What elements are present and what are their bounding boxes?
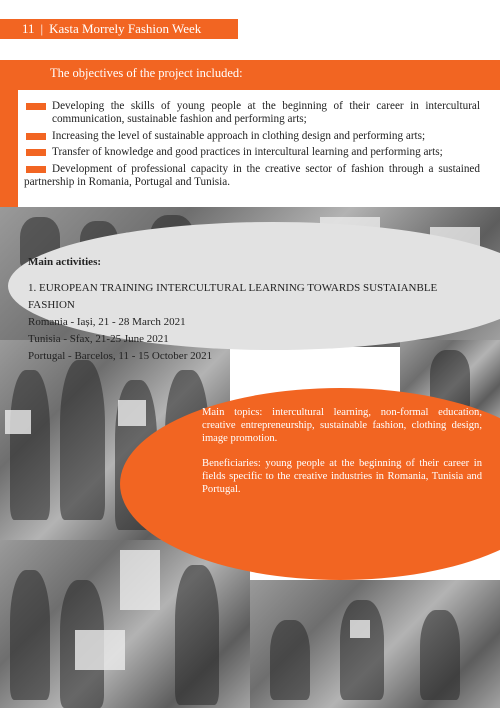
- event-photo-bottom-left: [0, 540, 250, 708]
- bullet-bar: [26, 133, 46, 140]
- bullet-bar: [26, 166, 46, 173]
- location-item: Romania - Iași, 21 - 28 March 2021: [28, 316, 186, 328]
- activities-heading: Main activities:: [28, 256, 102, 268]
- objective-item: Increasing the level of sustainable approach in clothing design and performing arts;: [24, 130, 480, 143]
- audience-photo-bottom-right: [250, 580, 500, 708]
- training-title: 1. EUROPEAN TRAINING INTERCULTURAL LEARNING TOWARDS SUSTAIANBLE FASHION: [28, 282, 438, 311]
- topics-section: [202, 407, 482, 510]
- objectives-list: [24, 100, 480, 192]
- objective-item: Transfer of knowledge and good practices in intercultural learning and performing arts;: [24, 146, 480, 159]
- objective-item: Developing the skills of young people at the beginning of their career in intercultural communication, sustainable fashion and performing arts;: [24, 100, 480, 127]
- main-topics-text: Main topics: intercultural learning, non-formal education, creative entrepreneurship, sustainable fashion, clothing design, image promotion.: [202, 407, 482, 444]
- location-item: Portugal - Barcelos, 11 - 15 October 2021: [28, 350, 213, 362]
- location-item: Tunisia - Sfax, 21-25 June 2021: [28, 333, 169, 345]
- beneficiaries-text: Beneficiaries: young people at the beginning of their career in fields specific to the creative industries in Romania, Tunisia and Portugal.: [202, 458, 482, 495]
- page-number: 11: [22, 21, 35, 36]
- page-header: [0, 19, 238, 39]
- header-separator: |: [40, 21, 44, 36]
- header-title: Kasta Morrely Fashion Week: [49, 21, 202, 36]
- objectives-title: The objectives of the project included:: [50, 66, 243, 80]
- left-accent-bar: [0, 60, 18, 210]
- objective-item: Development of professional capacity in the creative sector of fashion through a sustained partnership in Romania, Portugal and Tunisia.: [24, 162, 480, 189]
- activities-section: [28, 254, 478, 365]
- bullet-bar: [26, 103, 46, 110]
- bullet-bar: [26, 149, 46, 156]
